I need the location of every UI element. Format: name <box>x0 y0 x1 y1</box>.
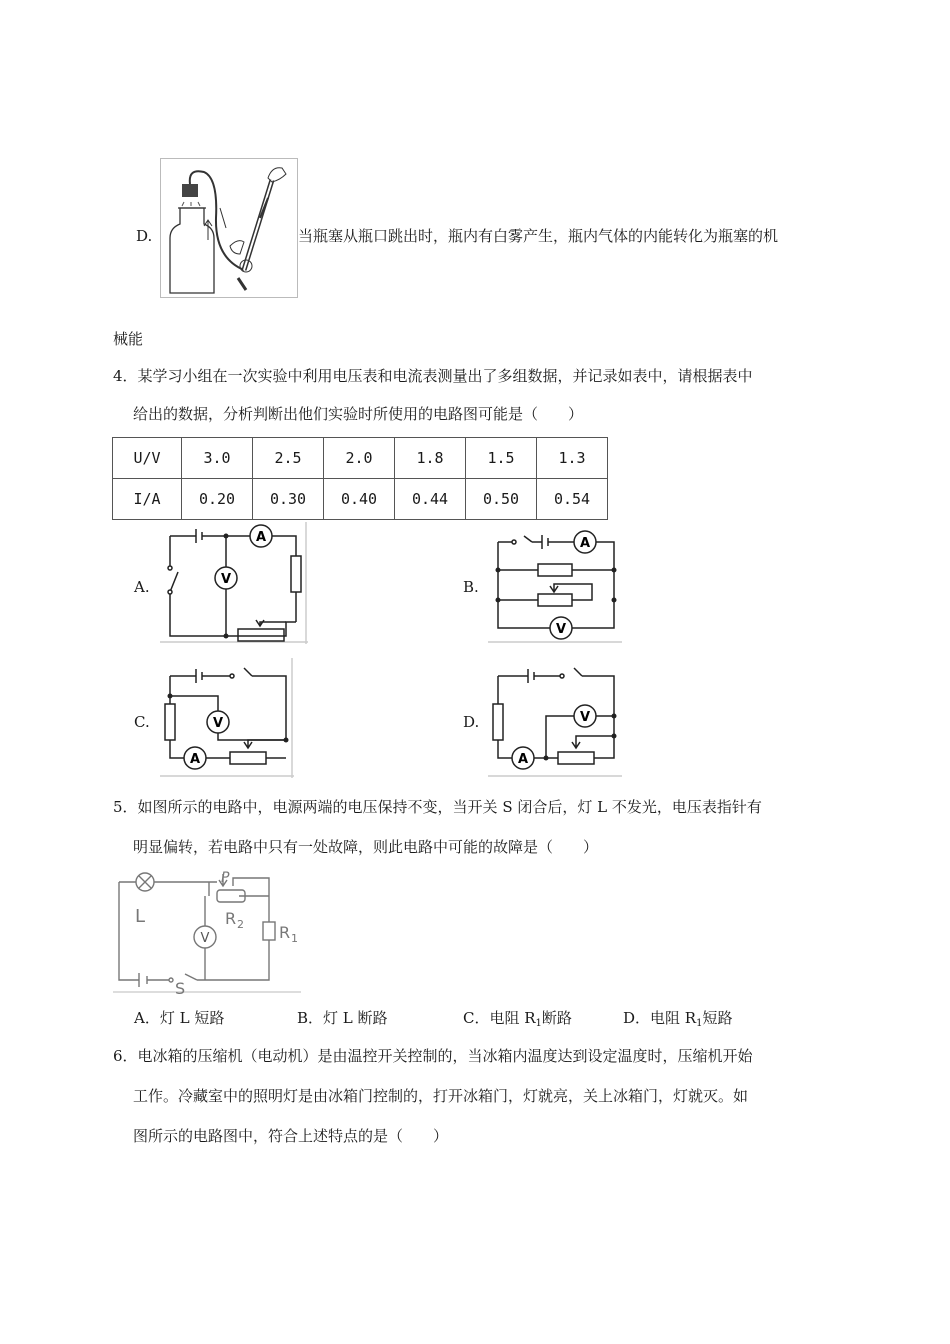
q3-option-d-label: D. <box>136 227 153 245</box>
bottle-experiment-figure <box>160 158 298 298</box>
table-header-cell: I/A <box>113 479 182 520</box>
q5-option-d-post: 短路 <box>702 1009 733 1027</box>
switch-label: S <box>175 979 186 994</box>
table-cell: 1.3 <box>537 438 608 479</box>
table-cell: 1.5 <box>466 438 537 479</box>
q3-option-d-text: 当瓶塞从瓶口跳出时，瓶内有白雾产生，瓶内气体的内能转化为瓶塞的机 <box>298 227 779 245</box>
q5-option-d-sub: 1 <box>696 1018 703 1029</box>
circuit-c-diagram <box>160 658 294 778</box>
table-row <box>113 479 608 520</box>
slider-label: P <box>221 870 230 886</box>
q5-option-c-sub: 1 <box>535 1018 542 1029</box>
q6-stem-line1: 6．电冰箱的压缩机（电动机）是由温控开关控制的，当冰箱内温度达到设定温度时，压缩机开始 <box>113 1047 753 1065</box>
table-cell: 0.44 <box>395 479 466 520</box>
ammeter-label: A <box>579 536 591 551</box>
q5-stem-line1: 5．如图所示的电路中，电源两端的电压保持不变，当开关 S 闭合后，灯 L 不发光，电压表指针有 <box>113 798 762 816</box>
r1-label: R <box>279 923 291 942</box>
q5-option-b: B．灯 L 断路 <box>297 1009 388 1027</box>
table-cell: 0.54 <box>537 479 608 520</box>
q6-stem-line3: 图所示的电路图中，符合上述特点的是（ ） <box>133 1127 449 1145</box>
table-header-cell: U/V <box>113 438 182 479</box>
voltmeter-label: V <box>220 572 232 587</box>
table-cell: 1.8 <box>395 438 466 479</box>
q5-option-c-post: 断路 <box>541 1009 572 1027</box>
circuit-d-diagram <box>488 658 622 778</box>
q6-stem-line2: 工作。冷藏室中的照明灯是由冰箱门控制的，打开冰箱门，灯就亮，关上冰箱门，灯就灭。如 <box>133 1087 749 1105</box>
circuit-a-diagram <box>160 522 308 644</box>
q4-stem-line2: 给出的数据，分析判断出他们实验时所使用的电路图可能是（ ） <box>133 405 584 423</box>
r2-label: R <box>225 909 237 928</box>
lamp-label: L <box>135 906 146 927</box>
table-cell: 0.50 <box>466 479 537 520</box>
q4-option-d-label: D. <box>463 713 480 731</box>
table-row <box>113 438 608 479</box>
q5-option-c-pre: C．电阻 R <box>463 1009 536 1027</box>
q5-option-a: A．灯 L 短路 <box>134 1009 225 1027</box>
table-cell: 0.20 <box>182 479 253 520</box>
q5-circuit-diagram <box>113 870 301 994</box>
voltmeter-label: V <box>555 622 567 637</box>
voltmeter-label: V <box>579 710 591 725</box>
table-cell: 0.30 <box>253 479 324 520</box>
table-cell: 2.0 <box>324 438 395 479</box>
q4-data-table <box>112 437 608 520</box>
r1-sub-label: 1 <box>291 932 298 945</box>
q5-option-d <box>623 1011 732 1029</box>
voltmeter-label: V <box>200 931 210 946</box>
table-cell: 3.0 <box>182 438 253 479</box>
q5-option-c <box>463 1011 572 1029</box>
q4-option-c-label: C. <box>134 713 150 731</box>
r2-sub-label: 2 <box>237 918 244 931</box>
ammeter-label: A <box>255 530 267 545</box>
voltmeter-label: V <box>212 716 224 731</box>
table-cell: 0.40 <box>324 479 395 520</box>
q5-stem-line2: 明显偏转，若电路中只有一处故障，则此电路中可能的故障是（ ） <box>133 838 599 856</box>
q4-stem-line1: 4．某学习小组在一次实验中利用电压表和电流表测量出了多组数据，并记录如表中，请根据表中 <box>113 367 753 385</box>
q4-option-a-label: A. <box>134 578 150 596</box>
q3-option-d-text-cont: 械能 <box>113 330 144 348</box>
circuit-b-diagram <box>488 522 622 644</box>
ammeter-label: A <box>517 752 529 767</box>
q4-option-b-label: B. <box>463 578 479 596</box>
ammeter-label: A <box>189 752 201 767</box>
q5-option-d-pre: D．电阻 R <box>623 1009 697 1027</box>
table-cell: 2.5 <box>253 438 324 479</box>
